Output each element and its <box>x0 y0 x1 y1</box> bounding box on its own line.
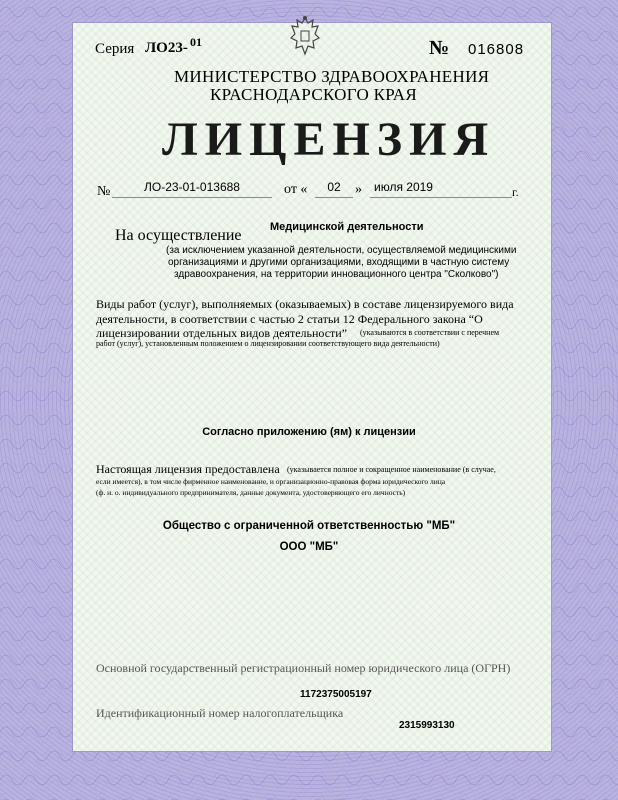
quote-close: » <box>355 182 362 197</box>
works-line2: деятельности, в соответствии с частью 2 статьи 12 Федерального закона “О <box>96 312 483 326</box>
grantee-short-name: ООО "МБ" <box>279 541 339 553</box>
ministry-line1: МИНИСТЕРСТВО ЗДРАВООХРАНЕНИЯ <box>174 67 490 86</box>
works-line1: Виды работ (услуг), выполняемых (оказываемых) в составе лицензируемого вида <box>96 297 514 311</box>
works-line4: работ (услуг), установленным положением о лицензировании соответствующего вида деятельности) <box>96 339 440 348</box>
ogrn-label: Основной государственный регистрационный номер юридического лица (ОГРН) <box>96 661 511 675</box>
activity-note-line3: здравоохранения, на территории инновационного центра "Сколково") <box>174 269 499 280</box>
number-value: 016808 <box>468 41 525 58</box>
activity-note-line1: (за исключением указанной деятельности, осуществляемой медицинскими <box>166 245 517 256</box>
activity-value: Медицинской деятельности <box>270 221 424 233</box>
grantee-full-name: Общество с ограниченной ответственностью "МБ" <box>162 520 456 532</box>
activity-note-line2: организациями и другими организациями, входящими в частную систему <box>168 257 510 268</box>
ogrn-value: 1172375005197 <box>300 689 372 700</box>
number-sign: № <box>429 37 450 59</box>
document-title: ЛИЦЕНЗИЯ <box>162 113 496 166</box>
series-label: Серия <box>95 41 135 57</box>
license-day: 02 <box>315 180 353 198</box>
coat-of-arms-icon <box>286 14 324 58</box>
grantee-line2: если имеется), в том числе фирменное наименование, и организационно-правовая форма юридического лица <box>96 477 446 486</box>
series-suffix: 01 <box>190 35 202 49</box>
inn-value: 2315993130 <box>399 720 455 731</box>
grantee-line1: Настоящая лицензия предоставлена <box>96 462 280 476</box>
license-number-sign: № <box>97 184 111 199</box>
license-number: ЛО-23-01-013688 <box>112 180 272 198</box>
series-value: ЛО23- <box>145 40 188 56</box>
activity-label: На осуществление <box>115 227 242 244</box>
works-line3: лицензировании отдельных видов деятельности” <box>96 326 348 340</box>
ministry-line2: КРАСНОДАРСКОГО КРАЯ <box>210 85 418 104</box>
works-line3-note: (указываются в соответствии с перечнем <box>360 328 500 337</box>
grantee-line3: (ф. и. о. индивидуального предпринимателя, данные документа, удостоверяющего его личность) <box>96 488 406 497</box>
inn-label: Идентификационный номер налогоплательщика <box>96 706 344 720</box>
year-suffix: г. <box>512 185 519 199</box>
works-value: Согласно приложению (ям) к лицензии <box>202 426 416 438</box>
grantee-line1-note: (указывается полное и сокращенное наименование (в случае, <box>287 465 496 474</box>
from-label: от « <box>284 182 308 197</box>
license-month-year: июля 2019 <box>370 180 512 198</box>
